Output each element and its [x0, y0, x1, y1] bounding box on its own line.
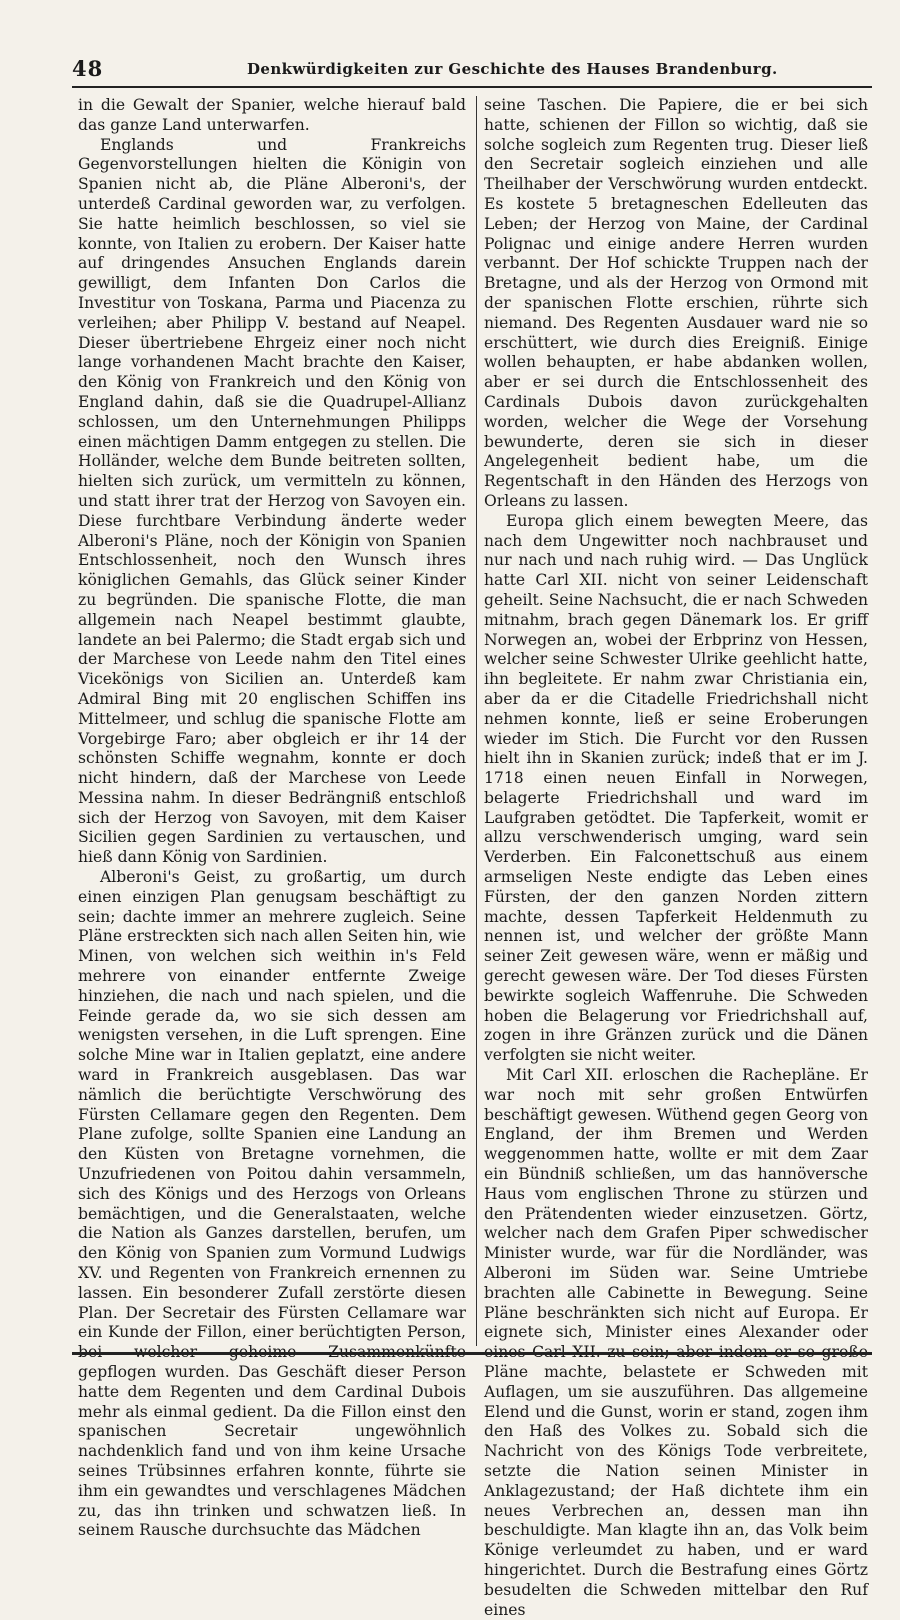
right-column	[484, 96, 868, 1619]
paragraph: Mit Carl XII. erloschen die Rachepläne. Er war noch mit sehr großen Entwürfen beschäftigt gewesen. Wüthend gegen Georg von England, der ihm Bremen und Werden weggenommen hatte, wollte er mit dem Zaar ein Bündniß schließen, um das hannöversche Haus vom englischen Throne zu stürzen und den Prätendenten wieder einzusetzen. Görtz, welcher nach dem Grafen Piper schwedischer Minister wurde, war für die Nordländer, was Alberoni im Süden war. Seine Umtriebe brachten alle Cabinette in Bewegung. Seine Pläne beschränkten sich nicht auf Europa. Er eignete sich, Minister eines Alexander oder eines Carl XII. zu sein; aber indem er so große Pläne machte, belastete er Schweden mit Auflagen, um sie auszuführen. Das allgemeine Elend und die Gunst, worin er stand, zogen ihm den Haß des Volkes zu. Sobald sich die Nachricht von des Königs Tode verbreitete, setzte die Nation seinen Minister in Anklagezustand; der Haß dichtete ihm ein neues Verbrechen an, dessen man ihn beschuldigte. Man klagte ihn an, das Volk beim Könige verleumdet zu haben, und er ward hingerichtet. Durch die Bestrafung eines Görtz besudelten die Schweden mittelbar den Ruf eines	[484, 1066, 868, 1619]
paragraph: in die Gewalt der Spanier, welche hierauf bald das ganze Land unterwarfen.	[78, 96, 466, 134]
footer-rule	[72, 1352, 872, 1355]
left-column	[78, 96, 466, 1540]
paragraph: seine Taschen. Die Papiere, die er bei sich hatte, schienen der Fillon so wichtig, daß sie solche sogleich zum Regenten trug. Dieser ließ den Secretair sogleich einziehen und alle Theilhaber der Verschwörung wurden entdeckt. Es kostete 5 bretagneschen Edelleuten das Leben; der Herzog von Maine, der Cardinal Polignac und einige andere Herren wurden verbannt. Der Hof schickte Truppen nach der Bretagne, und als der Herzog von Ormond mit der spanischen Flotte erschien, rührte sich niemand. Des Regenten Ausdauer ward nie so erschüttert, wie durch dies Ereigniß. Einige wollen behaupten, er habe abdanken wollen, aber er sei durch die Entschlossenheit des Cardinals Dubois davon zurückgehalten worden, welcher die Wege der Vorsehung bewunderte, deren sie sich in dieser Angelegenheit bedient habe, um die Regentschaft in den Händen des Herzogs von Orleans zu lassen.	[484, 96, 868, 510]
page-header	[72, 56, 872, 86]
column-divider	[476, 96, 477, 1346]
paragraph: Englands und Frankreichs Gegenvorstellungen hielten die Königin von Spanien nicht ab, die Pläne Alberoni's, der unterdeß Cardinal geworden war, zu verfolgen. Sie hatte heimlich beschlossen, so viel sie konnte, von Italien zu erobern. Der Kaiser hatte auf dringendes Ansuchen Englands darein gewilligt, dem Infanten Don Carlos die Investitur von Toskana, Parma und Piacenza zu verleihen; aber Philipp V. bestand auf Neapel. Dieser übertriebene Ehrgeiz einer noch nicht lange vorhandenen Macht brachte den Kaiser, den König von Frankreich und den König von England dahin, daß sie die Quadrupel-Allianz schlossen, um den Unternehmungen Philipps einen mächtigen Damm entgegen zu stellen. Die Holländer, welche dem Bunde beitreten sollten, hielten sich zurück, um vermitteln zu können, und statt ihrer trat der Herzog von Savoyen ein. Diese furchtbare Verbindung änderte weder Alberoni's Pläne, noch der Königin von Spanien Entschlossenheit, noch den Wunsch ihres königlichen Gemahls, das Glück seiner Kinder zu begründen. Die spanische Flotte, die man allgemein nach Neapel bestimmt glaubte, landete an bei Palermo; die Stadt ergab sich und der Marchese von Leede nahm den Titel eines Vicekönigs von Sicilien an. Unterdeß kam Admiral Bing mit 20 englischen Schiffen ins Mittelmeer, und schlug die spanische Flotte am Vorgebirge Faro; aber obgleich er ihr 14 der schönsten Schiffe wegnahm, konnte er doch nicht hindern, daß der Marchese von Leede Messina nahm. In dieser Bedrängniß entschloß sich der Herzog von Savoyen, mit dem Kaiser Sicilien gegen Sardinien zu vertauschen, und hieß dann König von Sardinien.	[78, 135, 466, 867]
paragraph: Alberoni's Geist, zu großartig, um durch einen einzigen Plan genugsam beschäftigt zu sein; dachte immer an mehrere zugleich. Seine Pläne erstreckten sich nach allen Seiten hin, wie Minen, von welchen sich weithin in's Feld mehrere von einander entfernte Zweige hinziehen, die nach und nach spielen, und die Feinde gerade da, wo sie sich dessen am wenigsten versehen, in die Luft sprengen. Eine solche Mine war in Italien geplatzt, eine andere ward in Frankreich ausgeblasen. Das war nämlich die berüchtigte Verschwörung des Fürsten Cellamare gegen den Regenten. Dem Plane zufolge, sollte Spanien eine Landung an den Küsten von Bretagne vornehmen, die Unzufriedenen von Poitou dahin versammeln, sich des Königs und des Herzogs von Orleans bemächtigen, und die Generalstaaten, welche die Nation als Ganzes darstellen, berufen, um den König von Spanien zum Vormund Ludwigs XV. und Regenten von Frankreich ernennen zu lassen. Ein besonderer Zufall zerstörte diesen Plan. Der Secretair des Fürsten Cellamare war ein Kunde der Fillon, einer berüchtigten Person, bei welcher geheime Zusammenkünfte gepflogen wurden. Das Geschäft dieser Person hatte dem Regenten und dem Cardinal Dubois mehr als einmal gedient. Da die Fillon einst den spanischen Secretair ungewöhnlich nachdenklich fand und von ihm keine Ursache seines Trübsinnes erfahren konnte, führte sie ihm ein gewandtes und verschlagenes Mädchen zu, das ihn trinken und schwatzen ließ. In seinem Rausche durchsuchte das Mädchen	[78, 868, 466, 1540]
header-rule	[72, 86, 872, 88]
paragraph: Europa glich einem bewegten Meere, das nach dem Ungewitter noch nachbrauset und nur nach und nach ruhig wird. — Das Unglück hatte Carl XII. nicht von seiner Leidenschaft geheilt. Seine Nachsucht, die er nach Schweden mitnahm, brach gegen Dänemark los. Er griff Norwegen an, wobei der Erbprinz von Hessen, welcher seine Schwester Ulrike geehlicht hatte, ihn begleitete. Er nahm zwar Christiania ein, aber da er die Citadelle Friedrichshall nicht nehmen konnte, ließ er seine Eroberungen wieder im Stich. Die Furcht vor den Russen hielt ihn in Skanien zurück; indeß that er im J. 1718 einen neuen Einfall in Norwegen, belagerte Friedrichshall und ward im Laufgraben getödtet. Die Tapferkeit, womit er allzu verschwenderisch umging, ward sein Verderben. Ein Falconettschuß aus einem armseligen Neste endigte das Leben eines Fürsten, der den ganzen Norden zittern machte, dessen Tapferkeit Heldenmuth zu nennen ist, und welcher der größte Mann seiner Zeit gewesen wäre, wenn er mäßig und gerecht gewesen wäre. Der Tod dieses Fürsten bewirkte sogleich Waffenruhe. Die Schweden hoben die Belagerung vor Friedrichshall auf, zogen in ihre Gränzen zurück und die Dänen verfolgten sie nicht weiter.	[484, 511, 868, 1065]
running-title: Denkwürdigkeiten zur Geschichte des Hauses Brandenburg.	[247, 60, 778, 78]
page-number: 48	[72, 56, 104, 81]
